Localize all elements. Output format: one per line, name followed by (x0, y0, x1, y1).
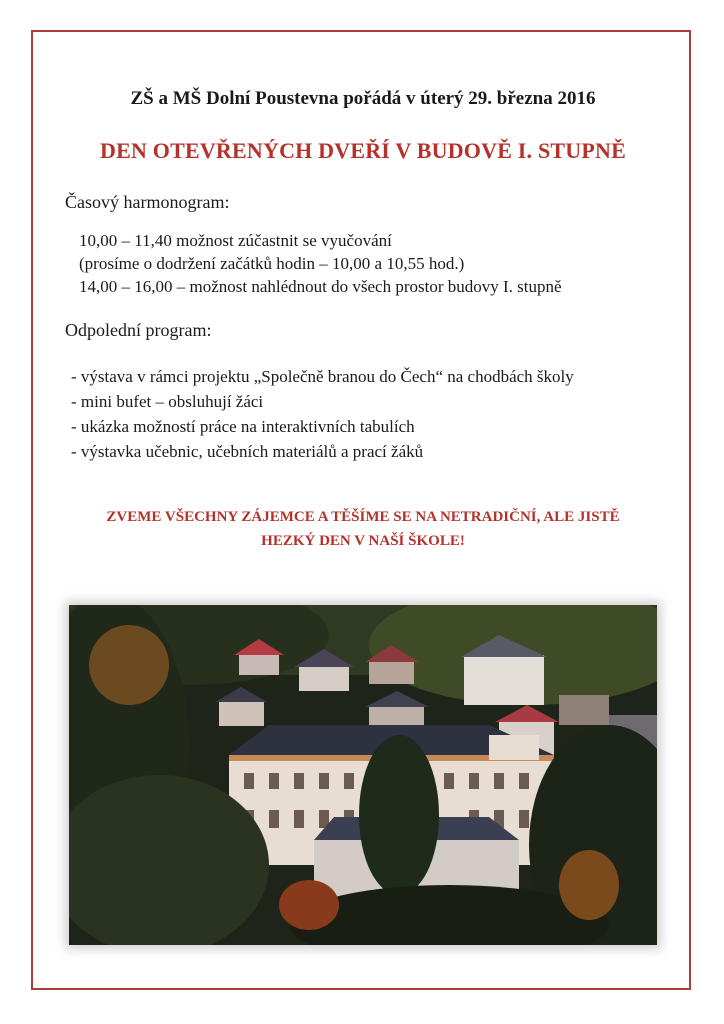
schedule-heading: Časový harmonogram: (65, 192, 230, 212)
schedule-line: (prosíme o dodržení začátků hodin – 10,00 a 10,55 hod.) (79, 254, 465, 273)
program-item: - výstavka učebnic, učebních materiálů a prací žáků (71, 442, 424, 461)
afternoon-heading: Odpolední program: (65, 320, 212, 340)
invitation-line: HEZKÝ DEN V NAŠÍ ŠKOLE! (261, 533, 465, 549)
school-photo (69, 605, 657, 945)
program-item: - ukázka možností práce na interaktivních tabulích (71, 417, 415, 436)
invitation-line: ZVEME VŠECHNY ZÁJEMCE A TĚŠÍME SE NA NETRADIČNÍ, ALE JISTĚ (106, 509, 620, 525)
poster-frame (31, 30, 691, 990)
invitation-text (33, 505, 693, 553)
program-item: - výstava v rámci projektu „Společně branou do Čech“ na chodbách školy (71, 367, 574, 386)
schedule-line: 10,00 – 11,40 možnost zúčastnit se vyučování (79, 231, 392, 250)
schedule-line: 14,00 – 16,00 – možnost nahlédnout do všech prostor budovy I. stupně (79, 277, 562, 296)
poster-title: DEN OTEVŘENÝCH DVEŘÍ V BUDOVĚ I. STUPNĚ (100, 138, 626, 163)
program-item: - mini bufet – obsluhují žáci (71, 392, 264, 411)
organizer-line: ZŠ a MŠ Dolní Poustevna pořádá v úterý 29. března 2016 (130, 88, 596, 109)
